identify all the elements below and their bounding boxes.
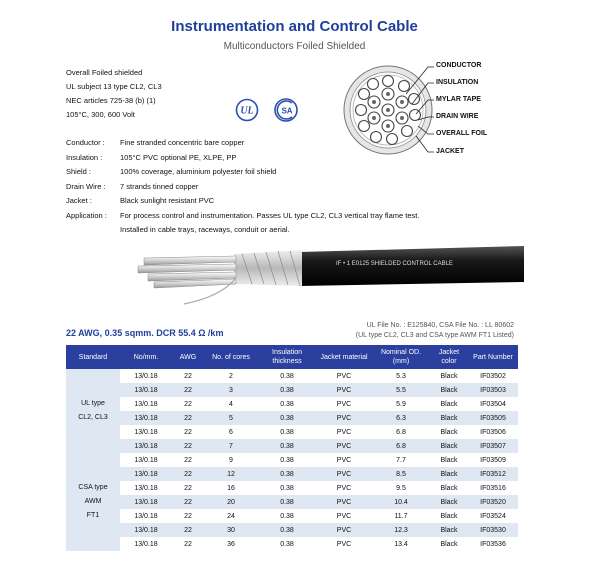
standard-cell-ul	[66, 369, 120, 467]
col-header: Nominal OD.(mm)	[372, 345, 430, 369]
spec-line: UL subject 13 type CL2, CL3	[66, 82, 162, 91]
property-value: Installed in cable trays, raceways, conduit or aerial.	[120, 225, 290, 234]
table-cell: 0.38	[258, 397, 316, 411]
property-row	[66, 165, 419, 180]
property-key: Application :	[66, 210, 107, 220]
property-row	[66, 194, 419, 209]
table-cell: 0.38	[258, 509, 316, 523]
table-cell: 7.7	[372, 453, 430, 467]
table-cell: Black	[430, 523, 468, 537]
standard-line: UL type	[81, 400, 105, 407]
table-cell: 13/0.18	[120, 523, 172, 537]
table-cell: 5.9	[372, 397, 430, 411]
table-cell: 13/0.18	[120, 495, 172, 509]
table-cell: IF03504	[468, 397, 518, 411]
page-title: Instrumentation and Control Cable	[171, 18, 418, 35]
property-key: Conductor :	[66, 138, 105, 147]
table-cell: 10.4	[372, 495, 430, 509]
table-cell: PVC	[316, 537, 372, 551]
table-cell: IF03536	[468, 537, 518, 551]
table-cell: 22	[172, 537, 204, 551]
table-cell: IF03502	[468, 369, 518, 383]
table-cell: 24	[204, 509, 258, 523]
col-header: No. of cores	[204, 345, 258, 369]
product-table	[66, 345, 518, 551]
table-cell: Black	[430, 467, 468, 481]
table-cell: 22	[172, 397, 204, 411]
table-row	[66, 439, 518, 453]
col-header: AWG	[172, 345, 204, 369]
spec-line: Overall Foiled shielded	[66, 68, 143, 77]
table-cell: 5.5	[372, 383, 430, 397]
table-cell: 12	[204, 467, 258, 481]
table-cell: 22	[172, 369, 204, 383]
table-cell: 22	[172, 411, 204, 425]
ul-note-line: (UL type CL2, CL3 and CSA type AWM FT1 Listed)	[355, 332, 514, 339]
csa-logo	[273, 97, 299, 123]
table-cell: PVC	[316, 383, 372, 397]
label-insulation: INSULATION	[436, 79, 479, 86]
table-cell: 13/0.18	[120, 453, 172, 467]
table-row	[66, 425, 518, 439]
table-cell: 3	[204, 383, 258, 397]
table-cell: 0.38	[258, 523, 316, 537]
table-cell: 7	[204, 439, 258, 453]
table-row	[66, 383, 518, 397]
table-cell: 20	[204, 495, 258, 509]
label-conductor: CONDUCTOR	[436, 62, 482, 69]
table-cell: 6.8	[372, 439, 430, 453]
ul-logo	[235, 98, 259, 122]
table-cell: 4	[204, 397, 258, 411]
table-cell: 30	[204, 523, 258, 537]
label-mylar-tape: MYLAR TAPE	[436, 96, 481, 103]
table-row	[66, 397, 518, 411]
table-cell: IF03507	[468, 439, 518, 453]
table-row	[66, 369, 518, 383]
property-value: Black sunlight resistant PVC	[120, 196, 215, 205]
table-cell: 5.3	[372, 369, 430, 383]
table-cell: 0.38	[258, 453, 316, 467]
table-cell: 13/0.18	[120, 481, 172, 495]
table-cell: 11.7	[372, 509, 430, 523]
table-cell: 8.5	[372, 467, 430, 481]
table-cell: 0.38	[258, 411, 316, 425]
table-cell: Black	[430, 537, 468, 551]
property-row	[66, 136, 419, 151]
table-row	[66, 537, 518, 551]
table-row	[66, 495, 518, 509]
table-cell: IF03516	[468, 481, 518, 495]
table-cell: 13.4	[372, 537, 430, 551]
table-cell: 13/0.18	[120, 397, 172, 411]
table-row	[66, 467, 518, 481]
col-header: Part Number	[468, 345, 518, 369]
table-cell: IF03506	[468, 425, 518, 439]
table-cell: Black	[430, 495, 468, 509]
awg-heading: 22 AWG, 0.35 sqmm. DCR 55.4 Ω /km	[66, 328, 224, 338]
standard-cell-csa	[66, 467, 120, 551]
table-row	[66, 523, 518, 537]
table-cell: Black	[430, 453, 468, 467]
property-key: Jacket :	[66, 196, 92, 205]
table-cell: PVC	[316, 509, 372, 523]
table-cell: PVC	[316, 495, 372, 509]
property-key: Shield :	[66, 167, 92, 176]
table-cell: 6	[204, 425, 258, 439]
table-cell: 22	[172, 495, 204, 509]
table-cell: PVC	[316, 411, 372, 425]
label-drain-wire: DRAIN WIRE	[436, 113, 479, 120]
table-cell: IF03512	[468, 467, 518, 481]
property-row	[66, 180, 419, 195]
table-cell: 22	[172, 467, 204, 481]
table-cell: 13/0.18	[120, 537, 172, 551]
standard-line: CL2, CL3	[78, 414, 108, 421]
table-cell: 0.38	[258, 425, 316, 439]
label-jacket: JACKET	[436, 148, 465, 155]
table-cell: 13/0.18	[120, 425, 172, 439]
property-value: 100% coverage, aluminium polyester foil shield	[120, 167, 277, 176]
table-cell: 6.3	[372, 411, 430, 425]
table-row	[66, 509, 518, 523]
table-cell: PVC	[316, 523, 372, 537]
table-row	[66, 411, 518, 425]
table-cell: 0.38	[258, 369, 316, 383]
table-cell: 0.38	[258, 439, 316, 453]
property-value: 7 strands tinned copper	[120, 181, 199, 191]
table-cell: PVC	[316, 425, 372, 439]
table-cell: 22	[172, 481, 204, 495]
table-cell: 22	[172, 523, 204, 537]
table-cell: 9	[204, 453, 258, 467]
table-cell: 36	[204, 537, 258, 551]
property-key: Drain Wire :	[66, 181, 106, 191]
table-cell: Black	[430, 509, 468, 523]
table-cell: 0.38	[258, 495, 316, 509]
svg-text:UL: UL	[240, 105, 254, 117]
property-row	[66, 223, 419, 238]
table-cell: 22	[172, 425, 204, 439]
property-list	[66, 136, 419, 238]
property-key: Insulation :	[66, 152, 103, 162]
standard-line: AWM	[84, 498, 102, 505]
table-cell: 0.38	[258, 383, 316, 397]
property-row	[66, 209, 419, 224]
table-cell: 16	[204, 481, 258, 495]
table-cell: 22	[172, 509, 204, 523]
ul-note-line: UL File No. : E125840, CSA File No. : LL 80602	[366, 322, 514, 329]
table-cell: 13/0.18	[120, 509, 172, 523]
table-cell: 13/0.18	[120, 439, 172, 453]
ul-file-note	[356, 321, 514, 341]
col-header: Jacket color	[430, 345, 468, 369]
table-cell: IF03530	[468, 523, 518, 537]
property-key	[66, 223, 118, 238]
col-header: Standard	[66, 345, 120, 369]
table-cell: 22	[172, 453, 204, 467]
table-cell: Black	[430, 411, 468, 425]
table-cell: Black	[430, 439, 468, 453]
table-row	[66, 453, 518, 467]
cable-photo	[124, 238, 524, 315]
table-header-row	[66, 345, 518, 369]
table-cell: 5	[204, 411, 258, 425]
table-cell: IF03520	[468, 495, 518, 509]
table-cell: IF03503	[468, 383, 518, 397]
table-cell: Black	[430, 369, 468, 383]
table-cell: PVC	[316, 453, 372, 467]
property-value: For process control and instrumentation. Passes UL type CL2, CL3 vertical tray flame test.	[120, 210, 420, 220]
table-cell: PVC	[316, 369, 372, 383]
table-cell: Black	[430, 383, 468, 397]
spec-line: 105°C, 300, 600 Volt	[66, 110, 135, 119]
table-cell: Black	[430, 397, 468, 411]
col-header: No/mm.	[120, 345, 172, 369]
spec-line: NEC articles 725-38 (b) (1)	[66, 96, 156, 105]
property-value: 105°C PVC optional PE, XLPE, PP	[120, 152, 237, 162]
table-cell: 0.38	[258, 537, 316, 551]
property-row	[66, 151, 419, 166]
label-overall-foil: OVERALL FOIL	[436, 130, 488, 137]
spec-list	[66, 66, 162, 122]
table-cell: 6.8	[372, 425, 430, 439]
table-cell: 13/0.18	[120, 369, 172, 383]
table-cell: 0.38	[258, 481, 316, 495]
svg-text:SA: SA	[281, 106, 293, 116]
page-subtitle: Multiconductors Foiled Shielded	[223, 41, 366, 52]
table-cell: PVC	[316, 439, 372, 453]
table-cell: IF03524	[468, 509, 518, 523]
property-value: Fine stranded concentric bare copper	[120, 138, 245, 147]
table-cell: 13/0.18	[120, 411, 172, 425]
table-cell: 9.5	[372, 481, 430, 495]
standard-line: CSA type	[78, 484, 108, 491]
table-cell: 12.3	[372, 523, 430, 537]
table-cell: 2	[204, 369, 258, 383]
table-cell: Black	[430, 425, 468, 439]
table-cell: Black	[430, 481, 468, 495]
standard-line: FT1	[86, 512, 100, 519]
col-header: Jacket material	[316, 345, 372, 369]
table-cell: 22	[172, 439, 204, 453]
table-cell: PVC	[316, 397, 372, 411]
col-header: Insulation thickness	[258, 345, 316, 369]
cable-print-text: IF • 1 E0125 SHIELDED CONTROL CABLE	[336, 261, 453, 267]
table-cell: IF03509	[468, 453, 518, 467]
table-row	[66, 481, 518, 495]
table-cell: 13/0.18	[120, 383, 172, 397]
table-cell: PVC	[316, 467, 372, 481]
table-cell: PVC	[316, 481, 372, 495]
table-cell: IF03505	[468, 411, 518, 425]
table-cell: 22	[172, 383, 204, 397]
table-cell: 0.38	[258, 467, 316, 481]
table-cell: 13/0.18	[120, 467, 172, 481]
